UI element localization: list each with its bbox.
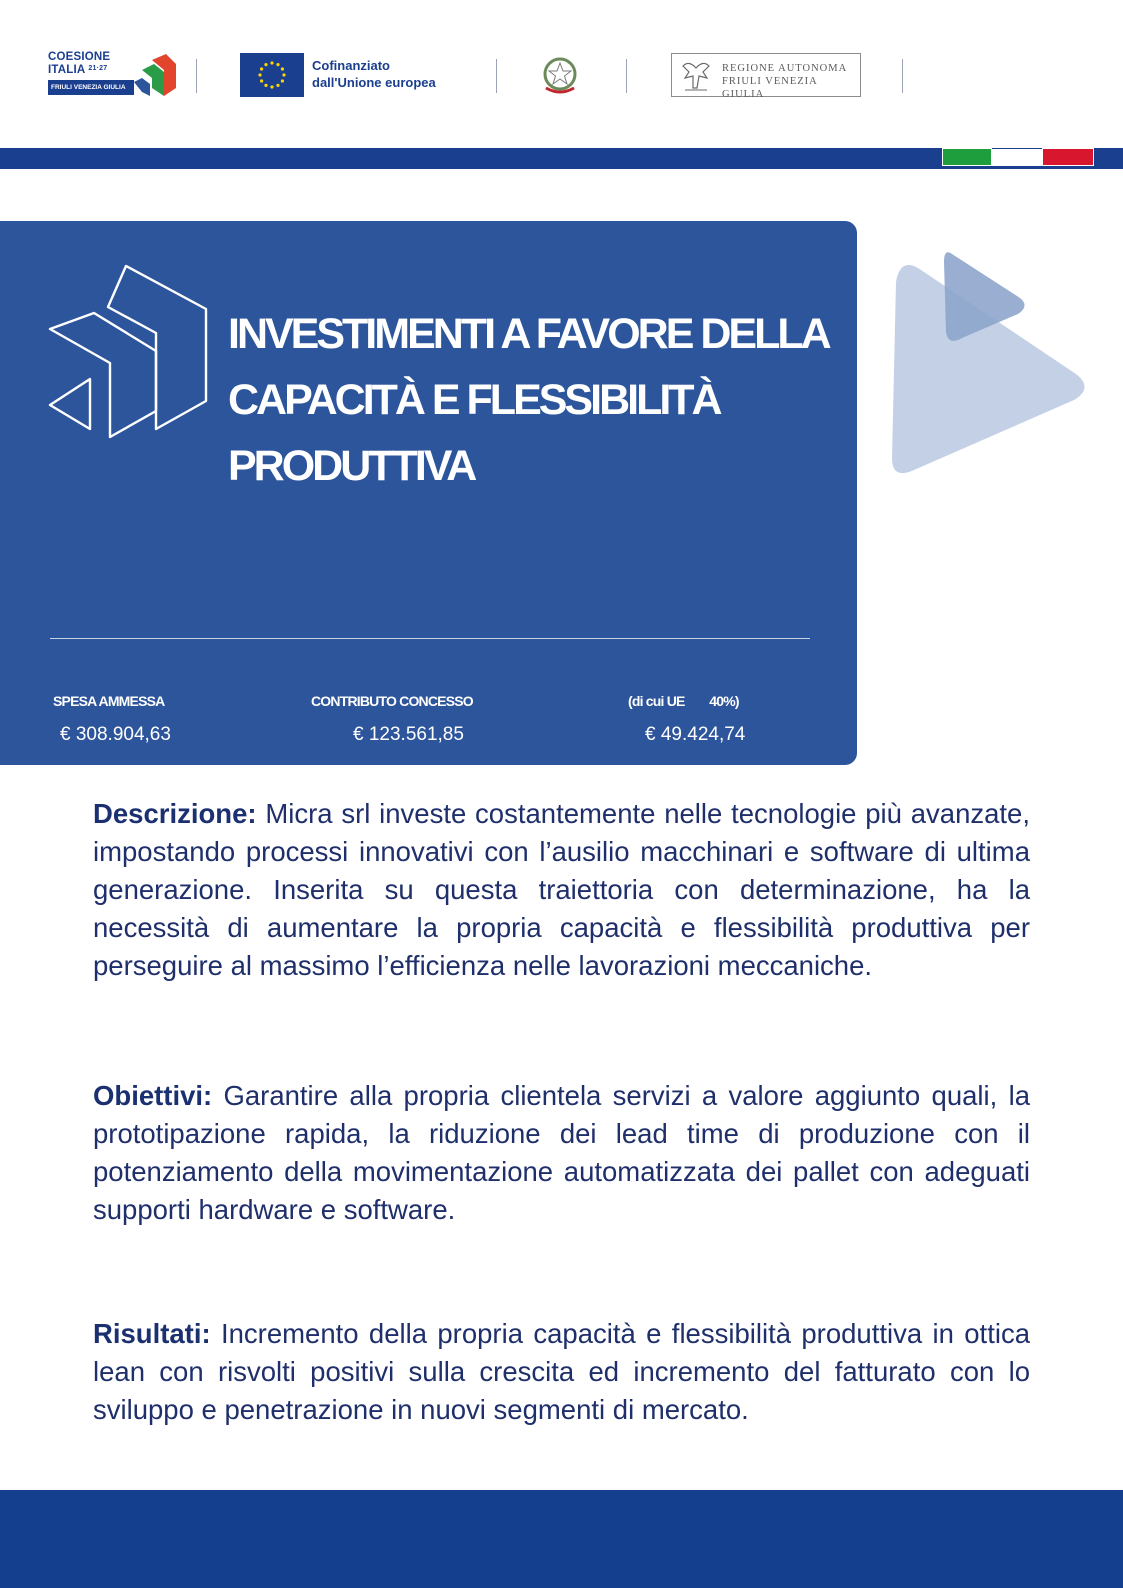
title-line: CAPACITÀ E FLESSIBILITÀ (228, 376, 720, 424)
coesione-line2: ITALIA (48, 64, 85, 76)
coesione-years: 21·27 (88, 65, 108, 72)
title-line: INVESTIMENTI A FAVORE DELLA (228, 310, 829, 358)
flag-stripe-green (942, 148, 992, 166)
eu-line1: Cofinanziato (312, 58, 390, 73)
eu-line2: dall'Unione europea (312, 75, 436, 90)
section-obiettivi (93, 1077, 1030, 1229)
header-separator (902, 59, 903, 93)
eu-flag-icon (240, 53, 304, 97)
layered-arrow-icon (46, 261, 211, 446)
fvg-line2: FRIULI VENEZIA GIULIA (722, 76, 818, 100)
fvg-line1: REGIONE AUTONOMA (722, 63, 848, 74)
header-separator (626, 59, 627, 93)
panel-divider (50, 638, 810, 639)
section-heading: Descrizione: (93, 798, 257, 829)
project-summary-panel (0, 221, 857, 765)
eagle-icon (677, 56, 715, 94)
coesione-italia-logo (48, 50, 178, 98)
spesa-ammessa-label: SPESA AMMESSA (53, 693, 165, 709)
section-risultati (93, 1315, 1030, 1429)
quota-ue-value: € 49.424,74 (645, 724, 746, 745)
coesione-arrow-icon (130, 52, 178, 98)
title-line: PRODUTTIVA (228, 442, 475, 490)
project-title (228, 301, 848, 499)
section-heading: Obiettivi: (93, 1080, 213, 1111)
section-text: Micra srl investe costantemente nelle tecnologie più avanzate, impostando processi innovativi con l’ausilio macchinari e software di ultima generazione. Inserita su questa traiettoria con determinazione, ha la necessità di aumentare la propria capacità e flessibilità produttiva per perseguire al massimo l’efficienza nelle lavorazioni meccaniche. (93, 798, 1030, 981)
coesione-line1: COESIONE (48, 51, 111, 63)
coesione-region-bar: FRIULI VENEZIA GIULIA (48, 80, 134, 95)
section-text: Garantire alla propria clientela servizi a valore aggiunto quali, la prototipazione rapida, la riduzione dei lead time di produzione con il potenziamento della movimentazione automatizzata dei pallet con adeguati supporti hardware e software. (93, 1080, 1030, 1225)
header-separator (196, 59, 197, 93)
section-heading: Risultati: (93, 1318, 211, 1349)
section-text: Incremento della propria capacità e flessibilità produttiva in ottica lean con risvolti positivi sulla crescita ed incremento del fatturato con lo sviluppo e penetrazione in nuovi segmenti di mercato. (93, 1318, 1030, 1425)
header-separator (496, 59, 497, 93)
regione-fvg-logo (671, 53, 861, 100)
contributo-concesso-label: CONTRIBUTO CONCESSO (311, 693, 473, 709)
eu-cofinancing-text (312, 57, 436, 91)
header (0, 0, 1123, 148)
flag-stripe-red (1042, 148, 1094, 166)
section-descrizione (93, 795, 1030, 985)
quota-ue-label: (di cui UE 40%) (628, 693, 739, 709)
flag-stripe-white (992, 148, 1042, 166)
decorative-triangles (890, 248, 1100, 484)
contributo-concesso-value: € 123.561,85 (353, 724, 464, 745)
bottom-blue-band (0, 1490, 1123, 1588)
italian-emblem-icon (538, 54, 582, 98)
spesa-ammessa-value: € 308.904,63 (60, 724, 171, 745)
